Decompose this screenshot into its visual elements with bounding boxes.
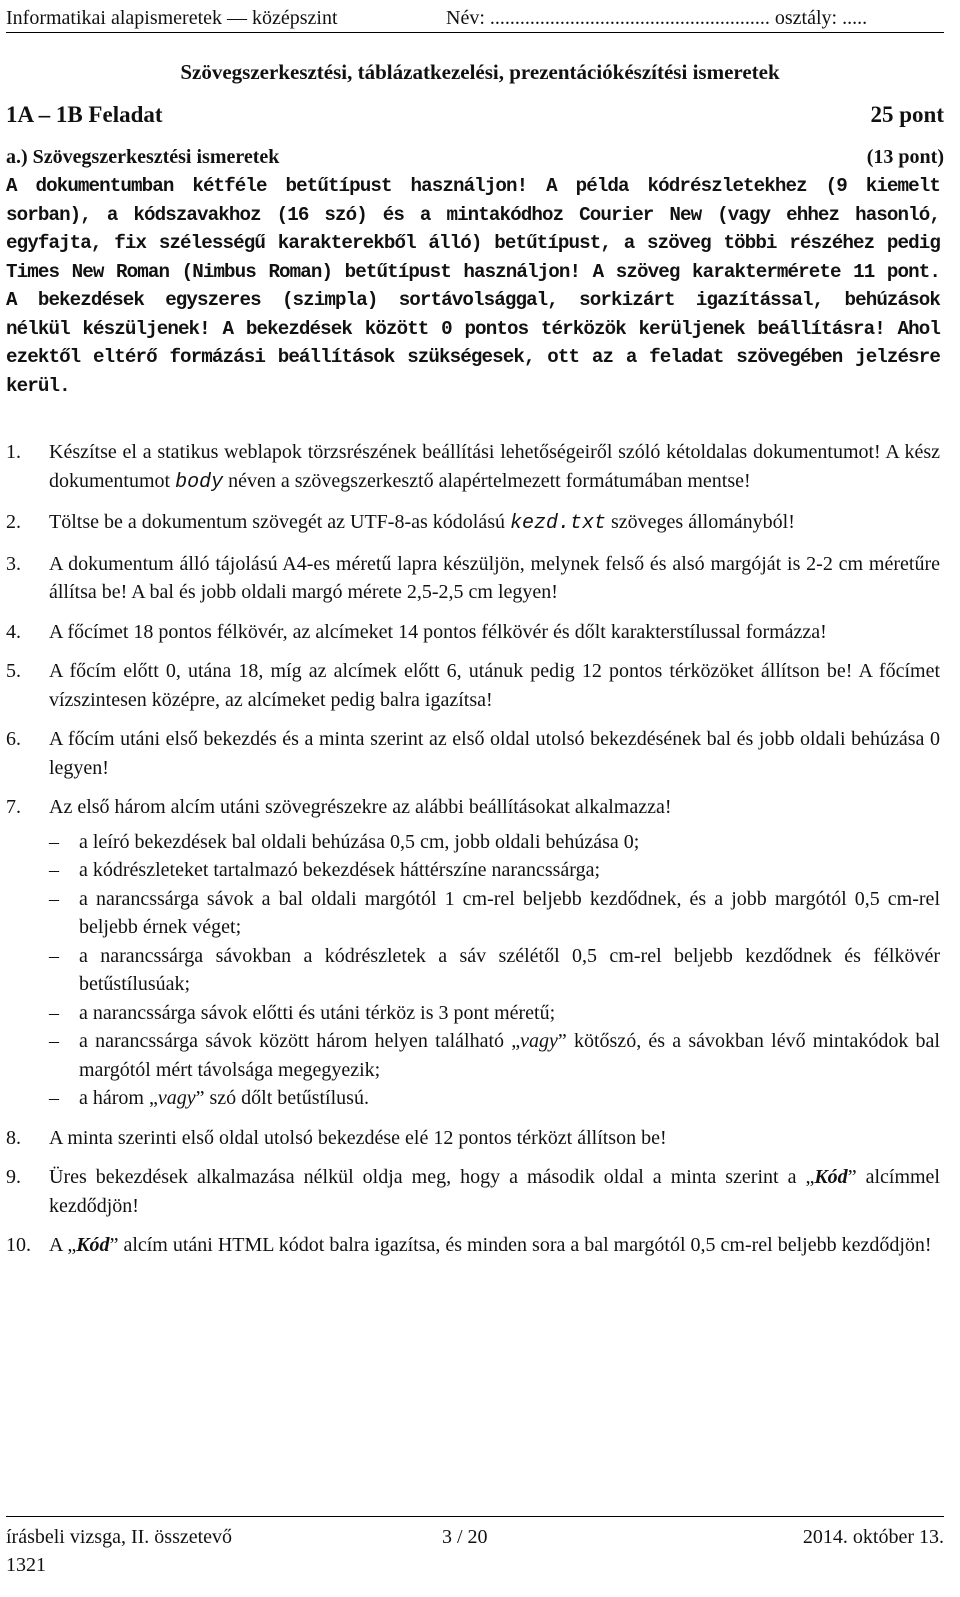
footer-exam: írásbeli vizsga, II. összetevő bbox=[6, 1526, 233, 1548]
item-text: A minta szerinti első oldal utolsó bekezdése elé 12 pontos térközt állítson be! bbox=[49, 1126, 667, 1149]
italic-word: vagy bbox=[520, 1030, 558, 1052]
item-number: 10. bbox=[6, 1234, 31, 1256]
task-list bbox=[6, 438, 940, 1271]
list-item bbox=[6, 657, 940, 714]
dash-marker: – bbox=[49, 944, 59, 967]
item-number: 6. bbox=[6, 728, 21, 750]
dash-marker: – bbox=[49, 887, 59, 910]
dash-text: a három „ bbox=[79, 1087, 158, 1109]
dash-text: a leíró bekezdések bal oldali behúzása 0,5 cm, jobb oldali behúzása 0; bbox=[79, 830, 640, 853]
footer-page-number: 3 / 20 bbox=[442, 1526, 488, 1548]
item-number: 1. bbox=[6, 441, 21, 463]
task-title: 1A – 1B Feladat bbox=[6, 102, 163, 127]
dash-text: ” kötőszó, és a sávokban lévő mintakódok bal margótól mért távolsága megegyezik; bbox=[79, 1030, 940, 1081]
dash-marker: – bbox=[49, 859, 59, 881]
item-text: A főcím előtt 0, utána 18, míg az alcímek előtt 6, utánuk pedig 12 pontos térközöket állítson be! A főcímet vízszintesen középre, az alcímeket pedig balra igazítsa! bbox=[49, 660, 940, 711]
header-name-field: Név: ........................................................ osztály: ..... bbox=[446, 7, 868, 29]
subtask-heading bbox=[6, 143, 944, 171]
item-text: Üres bekezdések alkalmazása nélkül oldja meg, hogy a második oldal a minta szerint a „ bbox=[49, 1166, 815, 1188]
item-number: 9. bbox=[6, 1166, 21, 1188]
list-item bbox=[6, 508, 940, 539]
item-text: A főcím utáni első bekezdés és a minta szerint az első oldal utolsó bekezdésének bal és jobb oldali behúzása 0 legyen! bbox=[49, 728, 940, 779]
dash-item bbox=[49, 942, 940, 999]
subtask-title: a.) Szövegszerkesztési ismeretek bbox=[6, 146, 280, 168]
item-number: 3. bbox=[6, 552, 21, 575]
list-item bbox=[6, 793, 940, 1113]
subtask-points: (13 pont) bbox=[866, 146, 944, 168]
dash-text: a narancssárga sávokban a kódrészletek a sáv szélétől 0,5 cm-rel beljebb kezdődnek és félkövér betűstílusúak; bbox=[79, 944, 940, 995]
item-text: Az első három alcím utáni szövegrészekre az alábbi beállításokat alkalmazza! bbox=[49, 796, 672, 818]
task-heading bbox=[6, 100, 944, 130]
dash-marker: – bbox=[49, 1030, 59, 1052]
filename-code: body bbox=[175, 470, 224, 494]
intro-paragraph bbox=[6, 172, 940, 400]
item-number: 7. bbox=[6, 796, 21, 818]
dash-item bbox=[49, 856, 940, 885]
item-number: 5. bbox=[6, 660, 21, 682]
page-footer bbox=[6, 1516, 944, 1576]
list-item bbox=[6, 618, 940, 647]
italic-word: vagy bbox=[157, 1087, 196, 1109]
dash-marker: – bbox=[49, 830, 59, 853]
dash-text: ” szó dőlt betűstílusú. bbox=[195, 1087, 369, 1109]
dash-item bbox=[49, 999, 940, 1028]
dash-marker: – bbox=[49, 1087, 59, 1109]
list-item bbox=[6, 1163, 940, 1220]
filename-code: kezd.txt bbox=[510, 512, 607, 535]
header-title: Informatikai alapismeretek — középszint bbox=[6, 7, 338, 29]
dash-list bbox=[49, 828, 940, 1113]
item-text: Készítse el a statikus weblapok törzsrészének beállítási lehetőségeiről szóló kétoldalas dokumentumot! A kész dokumentumot bbox=[49, 441, 940, 492]
list-item bbox=[6, 725, 940, 782]
item-text: A dokumentum álló tájolású A4-es méretű lapra készüljön, melynek felső és alsó margóját is 2-2 cm méretűre állítsa be! A bal és jobb oldali margó mérete 2,5-2,5 cm legyen! bbox=[49, 552, 940, 603]
section-title: Szövegszerkesztési, táblázatkezelési, prezentációkészítési ismeretek bbox=[180, 60, 780, 84]
subtitle-word: Kód bbox=[76, 1234, 110, 1256]
item-text: ” alcímmel kezdődjön! bbox=[49, 1166, 940, 1217]
list-item bbox=[6, 550, 940, 607]
item-text: A „ bbox=[49, 1234, 77, 1256]
footer-code: 1321 bbox=[6, 1554, 46, 1576]
task-points: 25 pont bbox=[870, 102, 944, 127]
dash-item bbox=[49, 885, 940, 942]
dash-marker: – bbox=[49, 1001, 59, 1024]
dash-text: a kódrészleteket tartalmazó bekezdések háttérszíne narancssárga; bbox=[79, 859, 601, 881]
dash-item bbox=[49, 828, 940, 857]
dash-text: a narancssárga sávok előtti és utáni térköz is 3 pont méretű; bbox=[79, 1001, 556, 1024]
item-text: néven a szövegszerkesztő alapértelmezett formátumában mentse! bbox=[223, 469, 751, 492]
dash-text: a narancssárga sávok a bal oldali margótól 1 cm-rel beljebb kezdődnek, és a jobb margótól 0,5 cm-rel beljebb érnek véget; bbox=[79, 887, 940, 938]
item-text: ” alcím utáni HTML kódot balra igazítsa, és minden sora a bal margótól 0,5 cm-rel beljebb kezdődjön! bbox=[109, 1234, 932, 1256]
item-text: Töltse be a dokumentum szövegét az UTF-8-as kódolású bbox=[49, 511, 510, 533]
item-number: 8. bbox=[6, 1126, 21, 1149]
list-item bbox=[6, 438, 940, 497]
item-number: 2. bbox=[6, 511, 21, 533]
dash-item bbox=[49, 1027, 940, 1084]
item-text: A főcímet 18 pontos félkövér, az alcímeket 14 pontos félkövér és dőlt karakterstílussal formázza! bbox=[49, 620, 827, 643]
item-number: 4. bbox=[6, 620, 21, 643]
intro-text: A dokumentumban kétféle betűtípust használjon! A példa kódrészletekhez (9 kiemelt sorban), a kódszavakhoz (16 szó) és a mintakódhoz Courier New (vagy ehhez hasonló, egyfajta, fix szélességű karakterekből álló) betűtípust, a szöveg többi részéhez pedig Times New Roman (Nimbus Roman) betűtípust használjon! A szöveg karaktermérete 11 pont. A bekezdések egyszeres (szimpla) sortávolsággal, sorkizárt igazítással, behúzások nélkül készüljenek! A bekezdések között 0 pontos térközök kerüljenek beállításra! Ahol ezektől eltérő formázási beállítások szükségesek, ott az a feladat szövegében jelzésre kerül. bbox=[6, 175, 940, 397]
item-text: szöveges állományból! bbox=[606, 511, 795, 533]
list-item bbox=[6, 1124, 940, 1153]
footer-date: 2014. október 13. bbox=[802, 1526, 944, 1548]
subtitle-word: Kód bbox=[814, 1166, 848, 1188]
list-item bbox=[6, 1231, 940, 1260]
dash-item bbox=[49, 1084, 940, 1113]
dash-text: a narancssárga sávok között három helyen található „ bbox=[79, 1030, 521, 1052]
page-header bbox=[6, 4, 944, 33]
